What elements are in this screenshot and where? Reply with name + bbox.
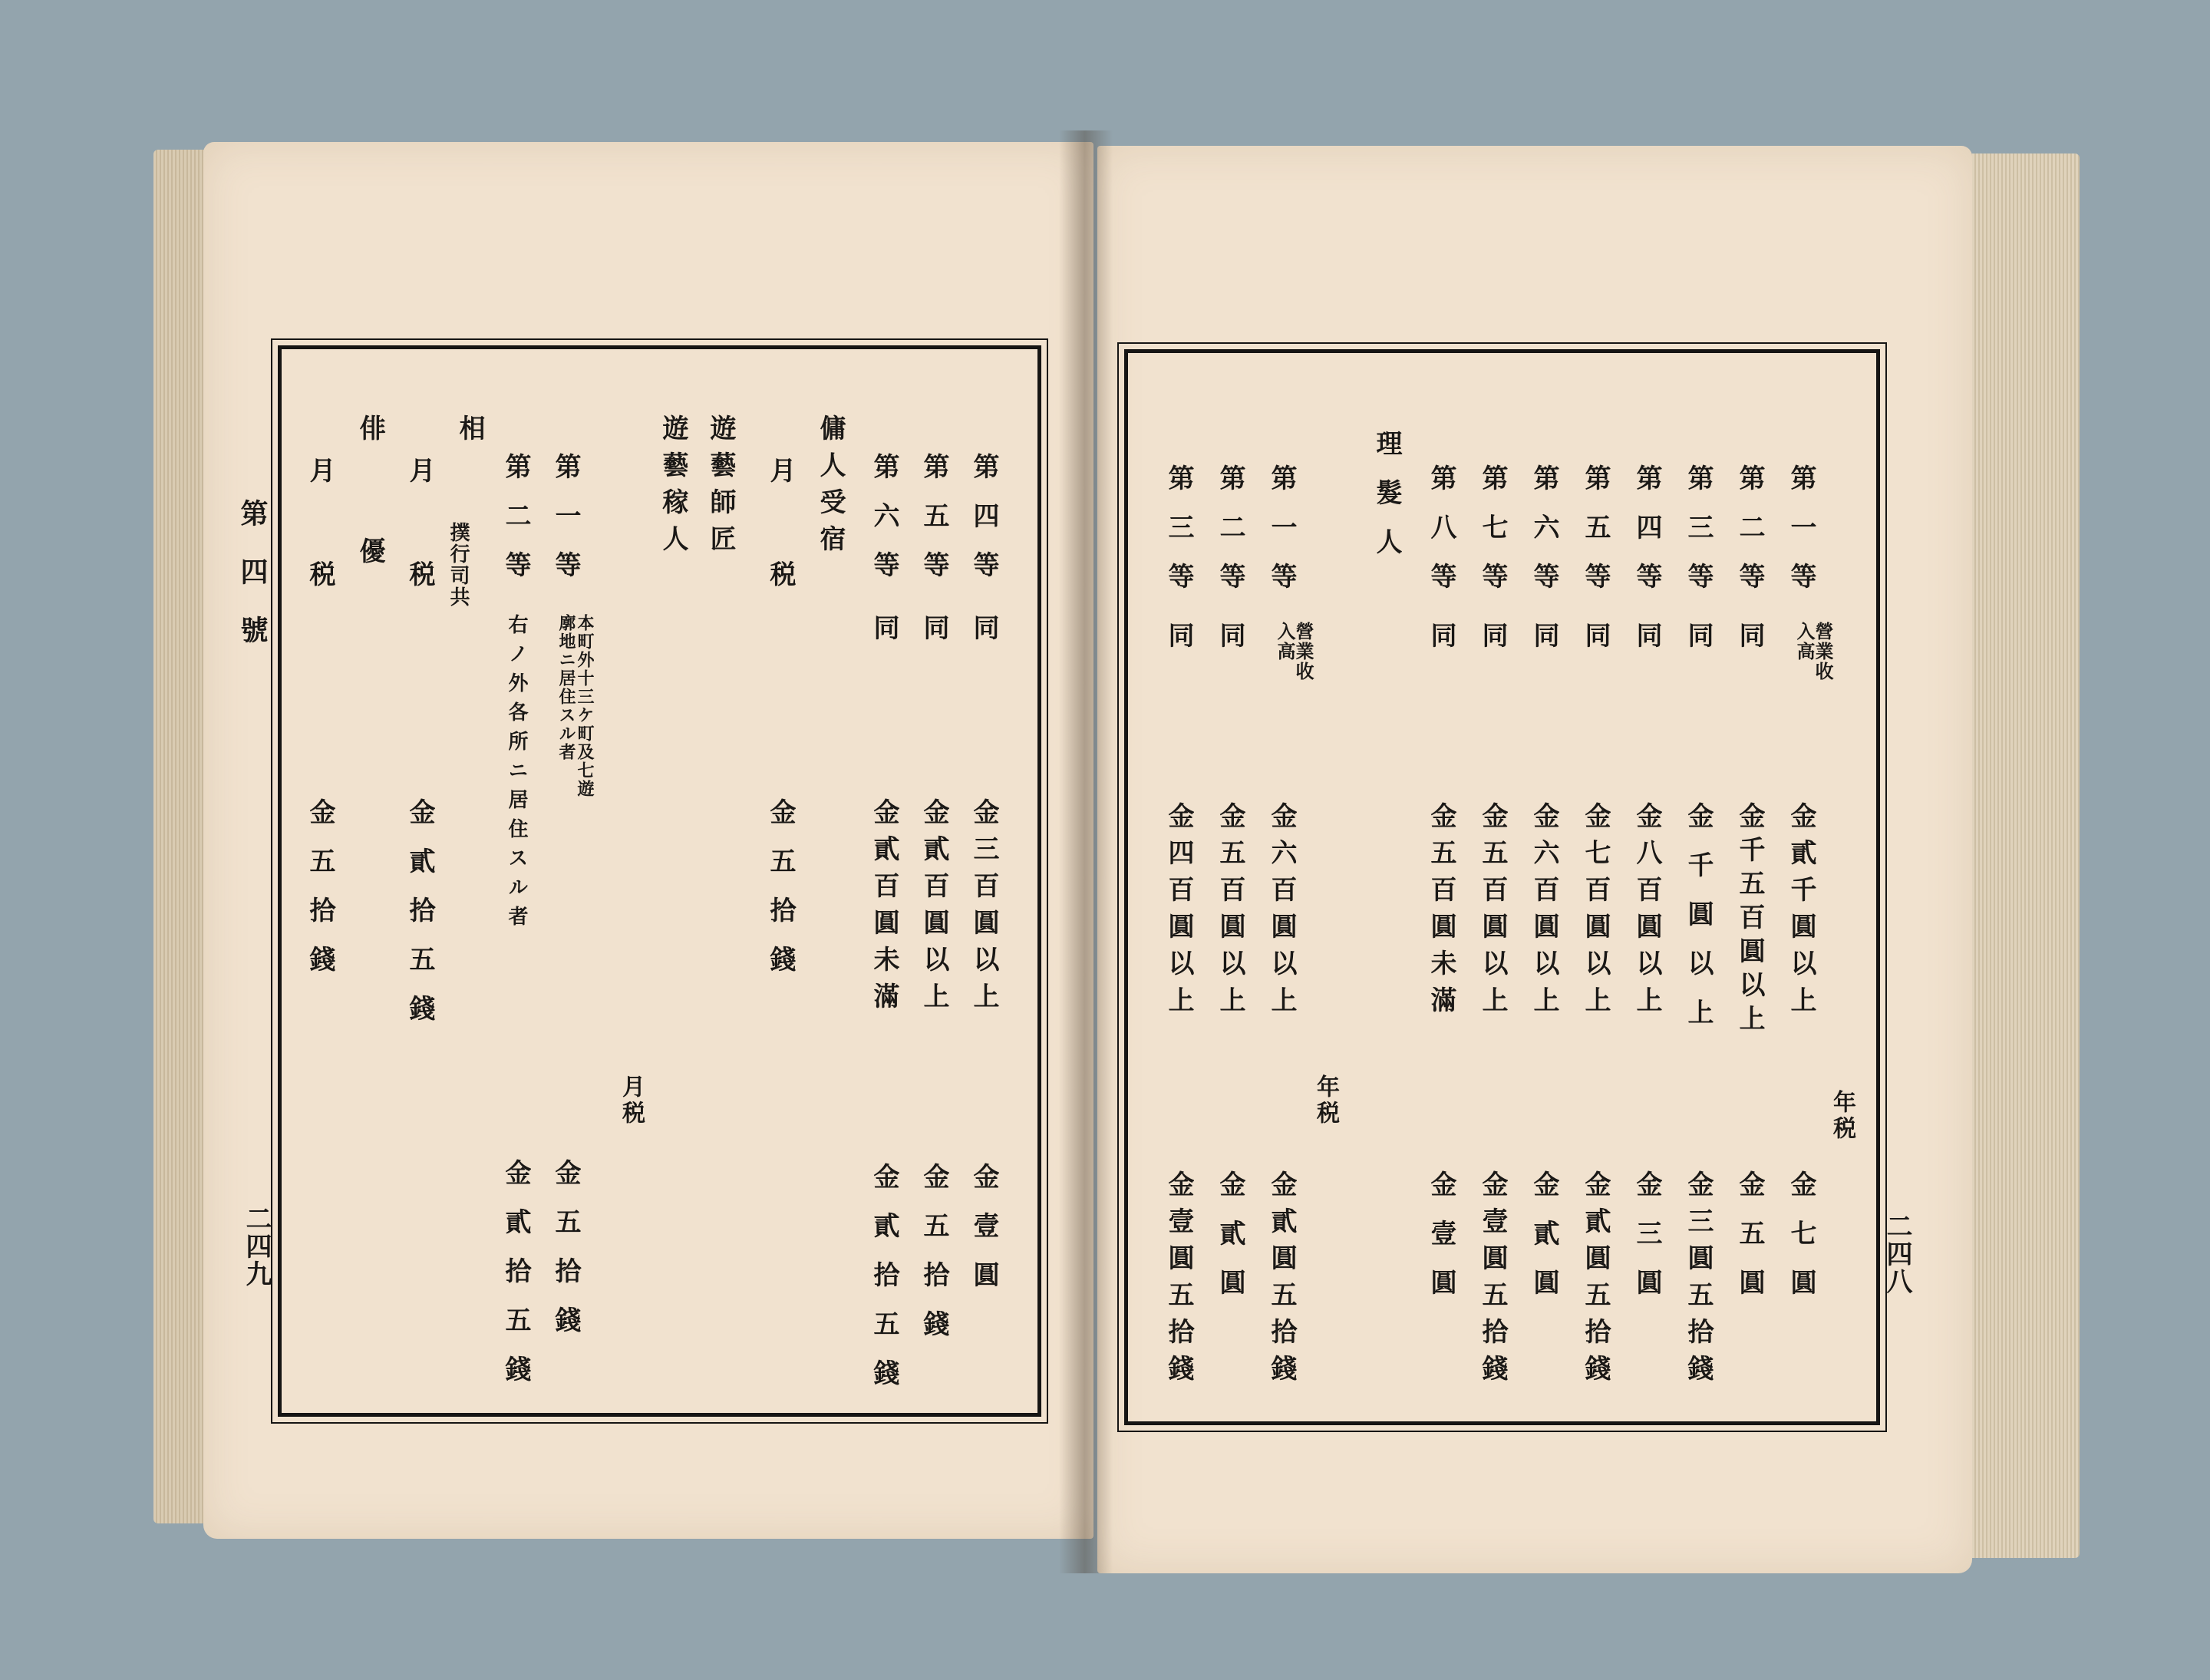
- left-row-8-tax: 金五拾錢: [550, 1159, 581, 1355]
- left-row-2-class: 第五等: [919, 453, 949, 600]
- left-row-4-class: 傭人受宿: [815, 414, 846, 562]
- right-row-6-tax: 金貳圓: [1529, 1170, 1559, 1318]
- right-row-3-tax: 金三圓五拾錢: [1683, 1170, 1714, 1391]
- right-row-2-tax: 金五圓: [1734, 1170, 1765, 1318]
- income-label: 營業收入高: [1793, 622, 1834, 682]
- right-row-1-rate: 金貳千圓以上: [1786, 802, 1816, 1023]
- left-row-12-class: 俳: [355, 414, 385, 464]
- left-row-10-class: 相: [454, 414, 485, 464]
- page-number-right: 二四八: [1882, 1213, 1912, 1295]
- left-row-3-rate: 金貳百圓未滿: [869, 798, 899, 1019]
- left-row-1-rank: 同: [968, 614, 999, 663]
- left-row-9-note: 右ノ外各所ニ居住スル者: [505, 614, 528, 935]
- right-row-7-rank: 同: [1477, 622, 1508, 671]
- left-row-8-note: 本町外十三ケ町及七遊廓地ニ居住スル者: [556, 614, 595, 798]
- monthly-tax-label: 月税: [618, 1074, 645, 1127]
- left-row-13-rate: 金五拾錢: [305, 798, 335, 995]
- barber-heading: 理髮人: [1371, 430, 1402, 577]
- left-row-8-class: 第一等: [550, 453, 581, 600]
- barber-income-label: 營業收入高: [1274, 622, 1314, 682]
- left-row-7-class: 遊藝稼人: [658, 414, 688, 562]
- left-row-5-class: 月: [765, 457, 796, 506]
- right-row-4-tax: 金三圓: [1631, 1170, 1662, 1318]
- right-page-edges: [1964, 153, 2080, 1558]
- right-row-6-rank: 同: [1529, 622, 1559, 671]
- left-row-2-rate: 金貳百圓以上: [919, 798, 949, 1019]
- left-row-12-rank: 優: [355, 537, 385, 586]
- right-row-4-rate: 金八百圓以上: [1631, 802, 1662, 1023]
- right-row-7-tax: 金壹圓五拾錢: [1477, 1170, 1508, 1391]
- barber-row-2-rate: 金五百圓以上: [1215, 802, 1245, 1023]
- spine-gutter: [1059, 130, 1113, 1573]
- left-row-2-tax: 金五拾錢: [919, 1163, 949, 1359]
- left-row-9-class: 第二等: [500, 453, 531, 600]
- right-row-3-rate: 金千圓以上: [1683, 802, 1714, 1048]
- barber-row-2-rank: 同: [1215, 622, 1245, 671]
- page-number-left: 二四九: [241, 1205, 272, 1288]
- running-title: 第四號: [236, 499, 269, 674]
- left-row-3-rank: 同: [869, 614, 899, 663]
- right-row-7-rate: 金五百圓以上: [1477, 802, 1508, 1023]
- barber-row-3-tax: 金壹圓五拾錢: [1163, 1170, 1194, 1391]
- left-row-9-tax: 金貳拾五錢: [500, 1159, 531, 1404]
- left-row-13-class: 月: [305, 457, 335, 506]
- right-row-3-class: 第三等: [1683, 464, 1714, 612]
- barber-row-1-tax: 金貳圓五拾錢: [1266, 1170, 1297, 1391]
- left-row-11-rate: 金貳拾五錢: [404, 798, 435, 1044]
- right-row-5-class: 第五等: [1580, 464, 1611, 612]
- barber-row-1-rate: 金六百圓以上: [1266, 802, 1297, 1023]
- barber-row-3-rate: 金四百圓以上: [1163, 802, 1194, 1023]
- right-row-1-tax: 金七圓: [1786, 1170, 1816, 1318]
- right-row-4-rank: 同: [1631, 622, 1662, 671]
- left-row-2-rank: 同: [919, 614, 949, 663]
- left-row-5-rank: 税: [765, 560, 796, 609]
- left-row-1-rate: 金三百圓以上: [968, 798, 999, 1019]
- right-row-8-class: 第八等: [1426, 464, 1456, 612]
- barber-row-2-tax: 金貳圓: [1215, 1170, 1245, 1318]
- left-row-11-class: 月: [404, 457, 435, 506]
- right-row-2-class: 第二等: [1734, 464, 1765, 612]
- left-row-1-tax: 金壹圓: [968, 1163, 999, 1310]
- right-row-8-rate: 金五百圓未滿: [1426, 802, 1456, 1023]
- right-row-8-rank: 同: [1426, 622, 1456, 671]
- left-row-3-class: 第六等: [869, 453, 899, 600]
- left-row-1-class: 第四等: [968, 453, 999, 600]
- left-row-11-rank: 税: [404, 560, 435, 609]
- right-row-3-rank: 同: [1683, 622, 1714, 671]
- barber-row-3-rank: 同: [1163, 622, 1194, 671]
- right-row-8-tax: 金壹圓: [1426, 1170, 1456, 1318]
- right-row-2-rate: 金千五百圓以上: [1734, 802, 1765, 1038]
- left-row-10-note: 撲行司共: [447, 522, 470, 608]
- barber-annual-tax-label: 年税: [1312, 1074, 1339, 1127]
- right-row-5-rank: 同: [1580, 622, 1611, 671]
- right-row-4-class: 第四等: [1631, 464, 1662, 612]
- right-row-6-rate: 金六百圓以上: [1529, 802, 1559, 1023]
- right-row-2-rank: 同: [1734, 622, 1765, 671]
- right-row-5-rate: 金七百圓以上: [1580, 802, 1611, 1023]
- right-row-1-class: 第一等: [1786, 464, 1816, 612]
- left-row-5-rate: 金五拾錢: [765, 798, 796, 995]
- right-row-7-class: 第七等: [1477, 464, 1508, 612]
- right-row-6-class: 第六等: [1529, 464, 1559, 612]
- annual-tax-label: 年税: [1829, 1090, 1855, 1142]
- left-row-13-rank: 税: [305, 560, 335, 609]
- barber-row-2-class: 第二等: [1215, 464, 1245, 612]
- right-row-5-tax: 金貳圓五拾錢: [1580, 1170, 1611, 1391]
- left-row-6-class: 遊藝師匠: [705, 414, 736, 562]
- barber-row-1-class: 第一等: [1266, 464, 1297, 612]
- left-row-3-tax: 金貳拾五錢: [869, 1163, 899, 1408]
- barber-row-3-class: 第三等: [1163, 464, 1194, 612]
